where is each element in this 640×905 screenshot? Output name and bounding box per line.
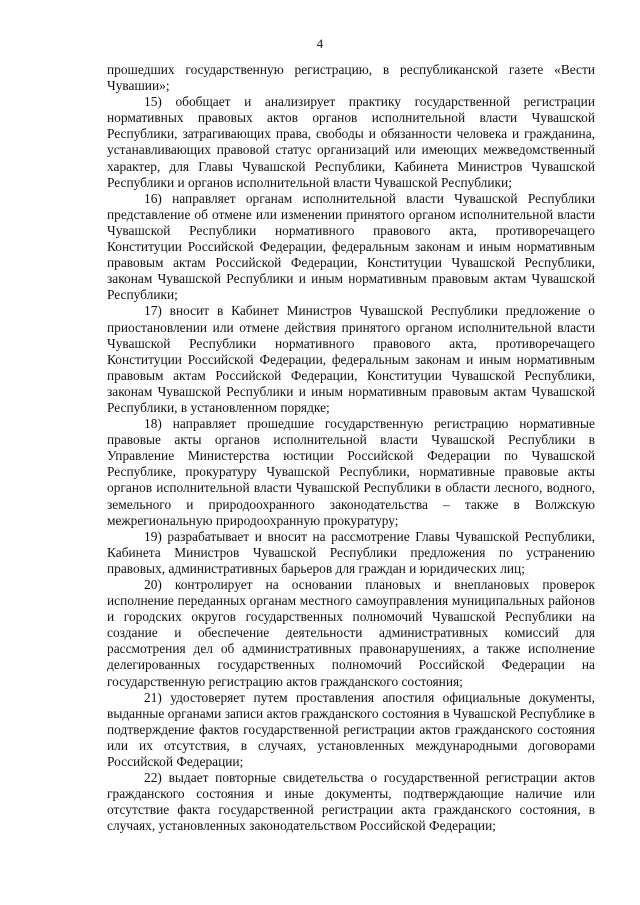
paragraph-item-21: 21) удостоверяет путем проставления апостиля официальные документы, выданные органами записи актов гражданского состояния в Чувашской Республике в подтверждение фактов государственной регистрации актов гражданского состояния или их отсутствия, в случаях, установленных международными договорами Российской Федерации; [107,689,595,770]
paragraph-item-20: 20) контролирует на основании плановых и внеплановых проверок исполнение переданных органам местного самоуправления муниципальных районов и городских округов государственных полномочий Чувашской Республики на создание и обеспечение деятельности административных комиссий для рассмотрения дел об административных правонарушениях, а также исполнение делегированных государственных полномочий Российской Федерации на государственную регистрацию актов гражданского состояния; [107,577,595,689]
paragraph-item-22: 22) выдает повторные свидетельства о государственной регистрации актов гражданского состояния и иные документы, подтверждающие наличие или отсутствие факта государственной регистрации акта гражданского состояния, в случаях, установленных законодательством Российской Федерации; [107,770,595,834]
document-body [107,62,595,835]
paragraph-item-19: 19) разрабатывает и вносит на рассмотрение Главы Чувашской Республики, Кабинета Министров Чувашской Республики предложения по устранению правовых, административных барьеров для граждан и юридических лиц; [107,528,595,576]
paragraph-continuation: прошедших государственную регистрацию, в республиканской газете «Вести Чувашии»; [107,62,595,94]
paragraph-item-18: 18) направляет прошедшие государственную регистрацию нормативные правовые акты органов исполнительной власти Чувашской Республики в Управление Министерства юстиции Российской Федерации по Чувашской Республике, прокуратуру Чувашской Республики, нормативные правовые акты органов исполнительной власти Чувашской Республики в области лесного, водного, земельного и природоохранного законодательства – также в Волжскую межрегиональную природоохранную прокуратуру; [107,416,595,528]
paragraph-item-16: 16) направляет органам исполнительной власти Чувашской Республики представление об отмене или изменении принятого органом исполнительной власти Чувашской Республики нормативного правового акта, противоречащего Конституции Российской Федерации, федеральным законам и иным нормативным правовым актам Российской Федерации, Конституции Чувашской Республики, законам Чувашской Республики и иным нормативным правовым актам Чувашской Республики; [107,190,595,303]
page-number: 4 [316,36,324,51]
paragraph-item-15: 15) обобщает и анализирует практику государственной регистрации нормативных правовых актов органов исполнительной власти Чувашской Республики, затрагивающих права, свободы и обязанности человека и гражданина, устанавливающих правовой статус организаций или имеющих межведомственный характер, для Главы Чувашской Республики, Кабинета Министров Чувашской Республики и органов исполнительной власти Чувашской Республики; [107,94,595,190]
paragraph-item-17: 17) вносит в Кабинет Министров Чувашской Республики предложение о приостановлении или отмене действия принятого органом исполнительной власти Чувашской Республики нормативного правового акта, противоречащего Конституции Российской Федерации, федеральным законам и иным нормативным правовым актам Российской Федерации, Конституции Чувашской Республики, законам Чувашской Республики и иным нормативным правовым актам Чувашской Республики, в установленном порядке; [107,303,595,415]
